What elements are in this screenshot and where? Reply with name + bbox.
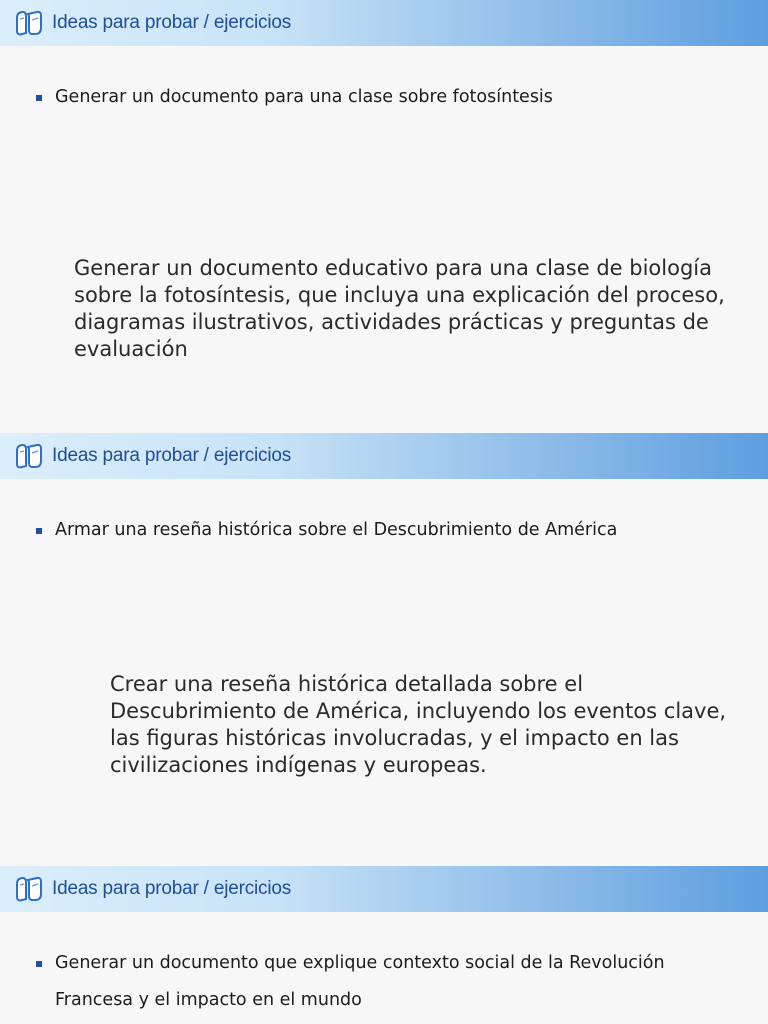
bullet-item <box>36 954 678 1019</box>
copilot-logo-icon <box>14 875 44 903</box>
slide-3-header <box>0 866 768 912</box>
prompt-text: Crear una reseña histórica detallada sobre el Descubrimiento de América, incluyendo los eventos clave, las figuras históricas involucradas, y el impacto en las civilizaciones indígenas y europeas. <box>110 672 727 777</box>
bullet-text: Generar un documento que explique contexto social de la Revolución Francesa y el impacto en el mundo <box>55 953 665 1010</box>
prompt-text: Generar un documento educativo para una clase de biología sobre la fotosíntesis, que incluya una explicación del proceso, diagramas ilustrativos, actividades prácticas y preguntas de evaluación <box>74 256 725 361</box>
square-bullet-icon <box>36 961 42 967</box>
header-title: Ideas para probar / ejercicios <box>52 445 292 466</box>
square-bullet-icon <box>36 95 42 101</box>
header-title: Ideas para probar / ejercicios <box>52 878 292 899</box>
slide-1-header <box>0 0 768 46</box>
square-bullet-icon <box>36 528 42 534</box>
bullet-text: Armar una reseña histórica sobre el Descubrimiento de América <box>55 520 618 540</box>
copilot-logo-icon <box>14 9 44 37</box>
header-title: Ideas para probar / ejercicios <box>52 12 292 33</box>
bullet-item <box>36 88 738 116</box>
slide-2-header <box>0 433 768 479</box>
copilot-logo-icon <box>14 442 44 470</box>
bullet-item <box>36 521 738 549</box>
bullet-text: Generar un documento para una clase sobre fotosíntesis <box>55 87 553 107</box>
